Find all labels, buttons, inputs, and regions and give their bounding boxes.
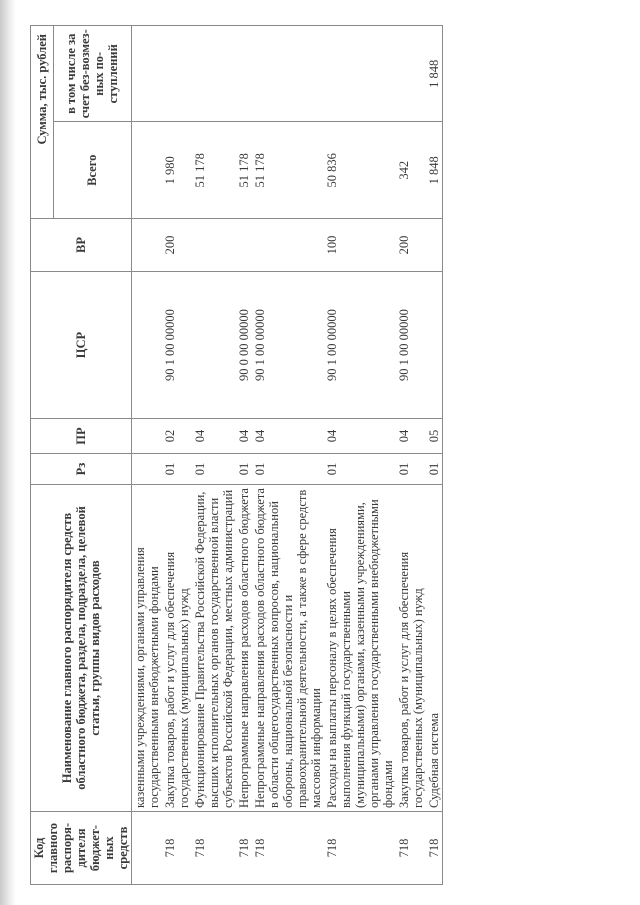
cell-incl [192,26,236,123]
cell-rz: 01 [236,454,252,485]
cell-csr [426,272,443,419]
cell-pr: 02 [162,419,192,454]
cell-incl [236,26,252,123]
cell-code: 718 [252,812,324,885]
cell-code: 718 [192,812,236,885]
cell-csr [132,272,163,419]
cell-csr: 90 1 00 00000 [324,272,396,419]
header-code: Код главного распоря-дителя бюджет-ных средств [31,812,132,885]
cell-name: Непрограммные направления расходов областного бюджета [236,485,252,812]
cell-rz: 01 [192,454,236,485]
table-row [426,26,443,885]
cell-pr: 04 [252,419,324,454]
cell-rz: 01 [324,454,396,485]
cell-pr: 04 [236,419,252,454]
table-header-row [31,26,54,885]
cell-total [132,122,163,219]
cell-incl [132,26,163,123]
header-name: Наименование главного распорядителя средств областного бюджета, раздела, подраздела, целевой статьи, группы видов расходов [31,485,132,812]
cell-code: 718 [162,812,192,885]
cell-vr [236,219,252,272]
cell-name: Непрограммные направления расходов областного бюджета в области общегосударственных вопросов, национальной обороны, национальной безопасности и правоохранительной деятельности, а также в сфере средств массовой информации [252,485,324,812]
cell-vr [192,219,236,272]
table-row [324,26,396,885]
cell-vr: 200 [396,219,426,272]
cell-vr: 200 [162,219,192,272]
cell-total: 50 836 [324,122,396,219]
cell-rz [132,454,163,485]
cell-rz: 01 [426,454,443,485]
cell-csr: 90 1 00 00000 [162,272,192,419]
cell-pr: 04 [396,419,426,454]
table-row [192,26,236,885]
budget-table [30,25,443,885]
table-row [162,26,192,885]
cell-vr [252,219,324,272]
header-vr: ВР [31,219,132,272]
cell-pr [132,419,163,454]
table-row [396,26,426,885]
cell-vr [132,219,163,272]
cell-total: 51 178 [236,122,252,219]
header-rz: Рз [31,454,132,485]
cell-total: 342 [396,122,426,219]
cell-incl [162,26,192,123]
cell-incl [324,26,396,123]
header-sum-group: Сумма, тыс. рублей [31,26,54,219]
header-pr: ПР [31,419,132,454]
cell-vr [426,219,443,272]
cell-code: 718 [324,812,396,885]
cell-csr: 90 1 00 00000 [396,272,426,419]
cell-rz: 01 [252,454,324,485]
cell-name: Функционирование Правительства Российской Федерации, высших исполнительных органов государственной власти субъектов Российской Федерации, местных администраций [192,485,236,812]
table-row [132,26,163,885]
cell-incl: 1 848 [426,26,443,123]
cell-pr: 05 [426,419,443,454]
header-csr: ЦСР [31,272,132,419]
cell-code: 718 [236,812,252,885]
page-number [0,25,1,885]
cell-csr: 90 0 00 00000 [236,272,252,419]
cell-vr: 100 [324,219,396,272]
table-row [236,26,252,885]
cell-name: Расходы на выплаты персоналу в целях обеспечения выполнения функций государственными (муниципальными) органами, казенными учреждениями, органами управления государственными внебюджетными фондами [324,485,396,812]
cell-rz: 01 [396,454,426,485]
cell-code: 718 [396,812,426,885]
cell-incl [252,26,324,123]
cell-total: 51 178 [252,122,324,219]
cell-pr: 04 [324,419,396,454]
cell-code: 718 [426,812,443,885]
cell-total: 1 980 [162,122,192,219]
table-row [252,26,324,885]
rotated-content [30,25,600,885]
cell-name: Судебная система [426,485,443,812]
cell-total: 51 178 [192,122,236,219]
cell-name: Закупка товаров, работ и услуг для обеспечения государственных (муниципальных) нужд [396,485,426,812]
cell-total: 1 848 [426,122,443,219]
header-total: Всего [53,122,131,219]
cell-rz: 01 [162,454,192,485]
cell-name: казенными учреждениями, органами управления государственными внебюджетными фондами [132,485,163,812]
cell-incl [396,26,426,123]
cell-pr: 04 [192,419,236,454]
cell-name: Закупка товаров, работ и услуг для обеспечения государственных (муниципальных) нужд [162,485,192,812]
cell-code [132,812,163,885]
cell-csr [192,272,236,419]
cell-csr: 90 1 00 00000 [252,272,324,419]
header-incl: в том числе за счет без-возмез-ных по-ступлений [53,26,131,123]
